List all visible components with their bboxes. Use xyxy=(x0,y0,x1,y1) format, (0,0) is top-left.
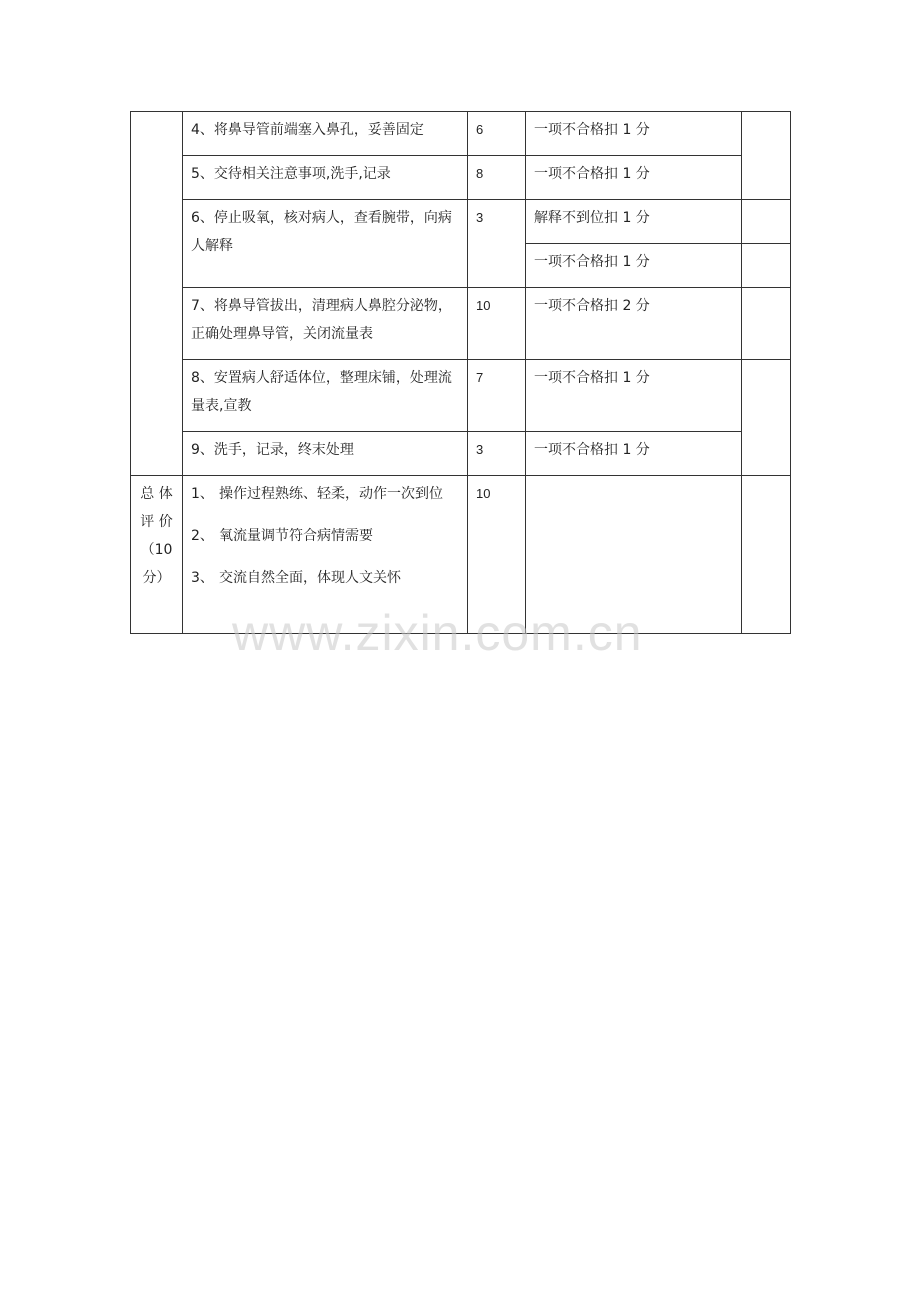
summary-item-index: 2、 xyxy=(191,528,214,544)
deduction-cell xyxy=(742,200,791,244)
score-cell: 6 xyxy=(468,112,526,156)
criterion-cell: 一项不合格扣 1 分 xyxy=(526,360,742,432)
step-cell: 4、将鼻导管前端塞入鼻孔，妥善固定 xyxy=(183,112,468,156)
score-cell: 3 xyxy=(468,432,526,476)
step-cell: 7、将鼻导管拔出，清理病人鼻腔分泌物，正确处理鼻导管，关闭流量表 xyxy=(183,288,468,360)
watermark: www.zixin.com.cn xyxy=(232,605,643,661)
step-cell: 5、交待相关注意事项,洗手,记录 xyxy=(183,156,468,200)
deduction-cell xyxy=(742,288,791,360)
summary-row xyxy=(131,476,791,634)
criterion-cell: 解释不到位扣 1 分 xyxy=(526,200,742,244)
criterion-cell: 一项不合格扣 1 分 xyxy=(526,156,742,200)
summary-item-text: 操作过程熟练、轻柔，动作一次到位 xyxy=(219,486,443,502)
criterion-cell: 一项不合格扣 1 分 xyxy=(526,432,742,476)
table-row xyxy=(131,432,791,476)
table-row xyxy=(131,156,791,200)
criterion-cell: 一项不合格扣 1 分 xyxy=(526,112,742,156)
summary-item-index: 1、 xyxy=(191,486,214,502)
step-cell: 6、停止吸氧，核对病人，查看腕带，向病人解释 xyxy=(183,200,468,288)
table-row xyxy=(131,288,791,360)
scoring-table xyxy=(130,111,791,634)
summary-item-text: 氧流量调节符合病情需要 xyxy=(219,528,373,544)
table-row xyxy=(131,360,791,432)
summary-label-line: 评 价 xyxy=(140,514,173,530)
category-cell xyxy=(131,112,183,476)
score-cell: 8 xyxy=(468,156,526,200)
summary-item-index: 3、 xyxy=(191,570,214,586)
criterion-cell: 一项不合格扣 1 分 xyxy=(526,244,742,288)
summary-label-line: （10 xyxy=(140,542,173,558)
summary-label-line: 总 体 xyxy=(140,486,173,502)
summary-deduction-cell xyxy=(742,476,791,634)
summary-label-cell xyxy=(131,476,183,634)
summary-score-cell: 10 xyxy=(468,476,526,634)
table-row xyxy=(131,200,791,244)
score-cell: 10 xyxy=(468,288,526,360)
summary-criterion-cell xyxy=(526,476,742,634)
summary-item-list xyxy=(191,480,459,592)
summary-item xyxy=(191,522,459,550)
deduction-cell xyxy=(742,360,791,476)
table-row xyxy=(131,112,791,156)
summary-item xyxy=(191,480,459,508)
score-cell: 7 xyxy=(468,360,526,432)
summary-label-line: 分） xyxy=(142,570,171,586)
summary-item-text: 交流自然全面，体现人文关怀 xyxy=(219,570,401,586)
step-cell: 9、洗手，记录，终末处理 xyxy=(183,432,468,476)
summary-item xyxy=(191,564,459,592)
deduction-cell xyxy=(742,244,791,288)
criterion-cell: 一项不合格扣 2 分 xyxy=(526,288,742,360)
deduction-cell xyxy=(742,112,791,200)
score-cell: 3 xyxy=(468,200,526,288)
step-cell: 8、安置病人舒适体位，整理床铺，处理流量表,宣教 xyxy=(183,360,468,432)
summary-items-cell xyxy=(183,476,468,634)
